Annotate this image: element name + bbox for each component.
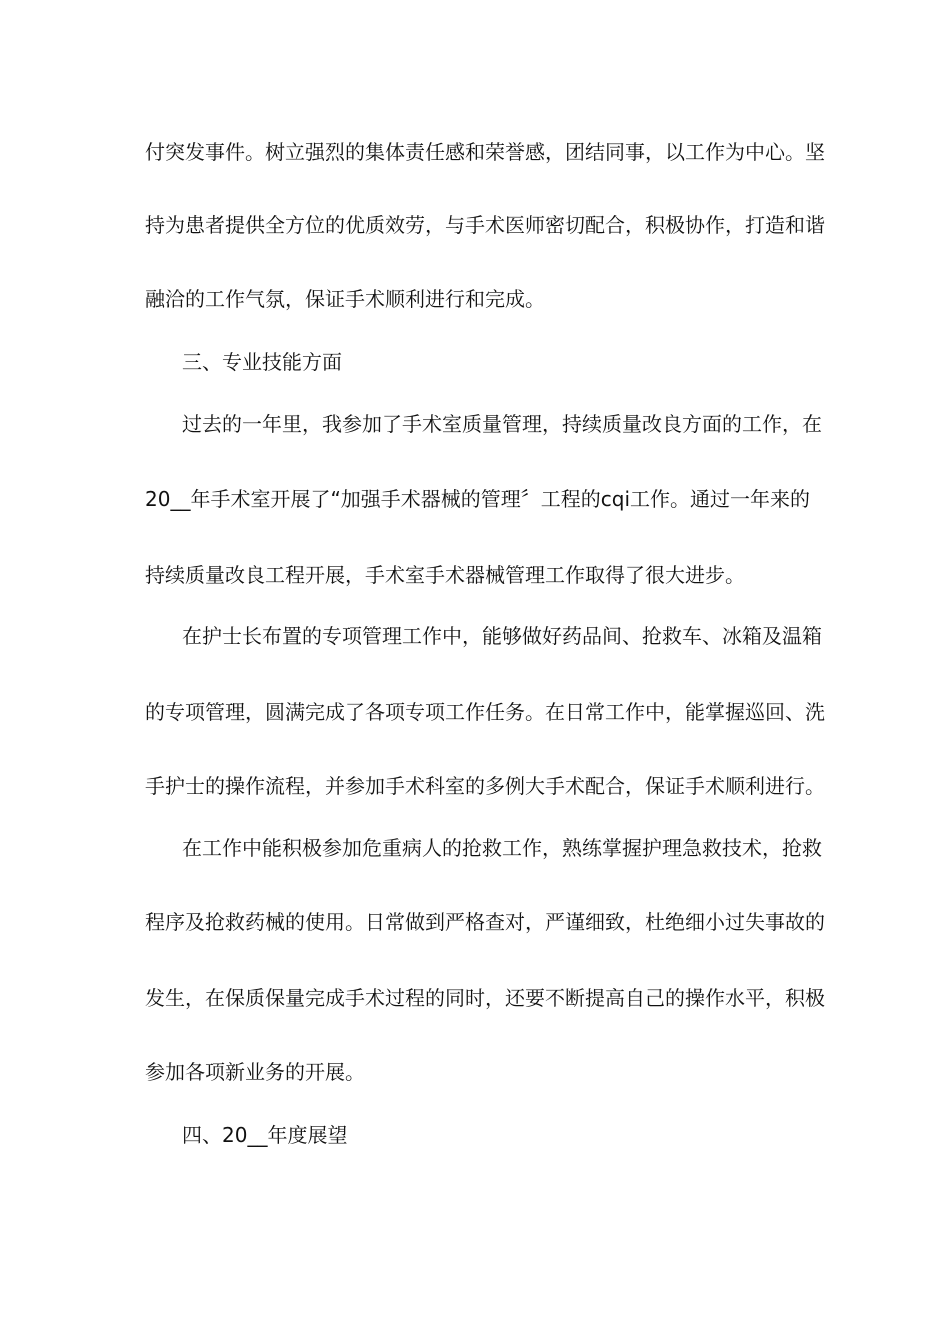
- paragraph-line: 的专项管理，圆满完成了各项专项工作任务。在日常工作中，能掌握巡回、洗: [145, 700, 825, 724]
- paragraph-line: 手护士的操作流程，并参加手术科室的多例大手术配合，保证手术顺利进行。: [145, 774, 825, 798]
- paragraph-line: 付突发事件。树立强烈的集体责任感和荣誉感，团结同事，以工作为中心。坚: [145, 140, 825, 164]
- paragraph-line: 持为患者提供全方位的优质效劳，与手术医师密切配合，积极协作，打造和谐: [145, 213, 825, 237]
- paragraph-line: 融洽的工作气氛，保证手术顺利进行和完成。: [145, 287, 545, 311]
- section-heading: 三、专业技能方面: [182, 350, 342, 374]
- section-heading: 四、20__年度展望: [182, 1123, 348, 1147]
- paragraph-line: 发生，在保质保量完成手术过程的同时，还要不断提高自己的操作水平，积极: [145, 986, 825, 1010]
- paragraph-line: 程序及抢救药械的使用。日常做到严格查对，严谨细致，杜绝细小过失事故的: [145, 910, 825, 934]
- paragraph-line: 在护士长布置的专项管理工作中，能够做好药品间、抢救车、冰箱及温箱: [182, 624, 822, 648]
- paragraph-line: 持续质量改良工程开展，手术室手术器械管理工作取得了很大进步。: [145, 563, 745, 587]
- paragraph-line: 20__年手术室开展了“加强手术器械的管理〞工程的cqi工作。通过一年来的: [145, 487, 811, 511]
- paragraph-line: 在工作中能积极参加危重病人的抢救工作，熟练掌握护理急救技术，抢救: [182, 836, 822, 860]
- paragraph-line: 参加各项新业务的开展。: [145, 1060, 365, 1084]
- paragraph-line: 过去的一年里，我参加了手术室质量管理，持续质量改良方面的工作，在: [182, 412, 822, 436]
